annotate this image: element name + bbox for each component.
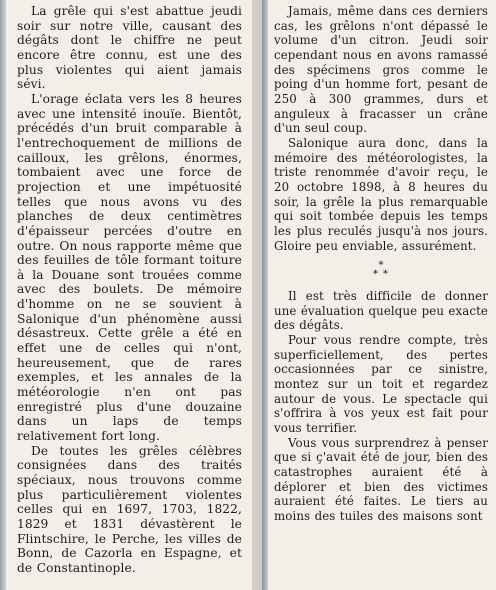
article-paragraph: Il est très difficile de donner une évaluation quelque peu exacte des dégâts. [274,289,488,333]
article-paragraph: La grêle qui s'est abattue jeudi soir sur notre ville, causant des dégâts dont le chiffre ne peut encore être connu, est une des plus violentes qui aient jamais sévi. [17,4,242,92]
article-paragraph: L'orage éclata vers les 8 heures avec une intensité inouïe. Bientôt, précédés d'un bruit comparable à l'entrechoquement de millions de cailloux, les grêlons, énormes, tombaient avec une force de projection et une impétuosité telles que nous avons vu des planches de deux centimètres d'épaisseur percées d'outre en outre. On nous rapporte même que des feuilles de tôle formant toiture à la Douane sont trouées comme avec des boulets. De mémoire d'homme on ne se souvient à Salonique d'un phénomène aussi désastreux. Cette grêle a été en effet une de celles qui n'ont, heureusement, que de rares exemples, et les annales de la météorologie n'en ont pas enregistré plus d'une douzaine dans un laps de temps relativement fort long. [17,91,242,444]
article-paragraph: Jamais, même dans ces derniers cas, les grêlons n'ont dépassé le volume d'un citron. Jeudi soir cependant nous en avons ramassé des spécimens gros comme le poing d'un homme fort, pesant de 250 à 300 grammes, durs et anguleux à fracasser un crâne d'un seul coup. [274,4,488,136]
scan-edge-right [262,0,268,590]
article-paragraph: Salonique aura donc, dans la mémoire des météorologistes, la triste renommée d'avoir reçu, le 20 octobre 1898, à 8 heures du soir, la grêle la plus remarquable qui soit tombée depuis les temps les plus reculés jusqu'à nos jours. Gloire peu enviable, assurément. [274,135,488,253]
article-paragraph: Pour vous rendre compte, très superficiellement, des pertes occasionnées par ce sinistre, montez sur un toit et regardez autour de vous. Le spectacle qui s'offrira à vos yeux est fait pour vous terrifier. [274,333,488,436]
scan-edge-left [0,0,6,590]
separator-star: * [373,269,378,281]
separator-star: * [383,269,388,281]
section-separator [274,261,488,283]
article-paragraph: De toutes les grêles célèbres consignées dans des traités spéciaux, nous trouvons comme plus particulièrement violentes celles qui en 1697, 1703, 1822, 1829 et 1831 dévastèrent le Flintschire, le Perche, les villes de Bonn, de Cazorla en Espagne, et de Constantinople. [17,443,242,575]
right-column [262,0,496,590]
article-paragraph: Vous vous surprendrez à penser que si ç'avait été de jour, bien des catastrophes auraient été à déplorer et bien des victimes auraient été faites. Le tiers au moins des tuiles des maisons sont [274,435,488,523]
separator-star: * [378,260,384,272]
